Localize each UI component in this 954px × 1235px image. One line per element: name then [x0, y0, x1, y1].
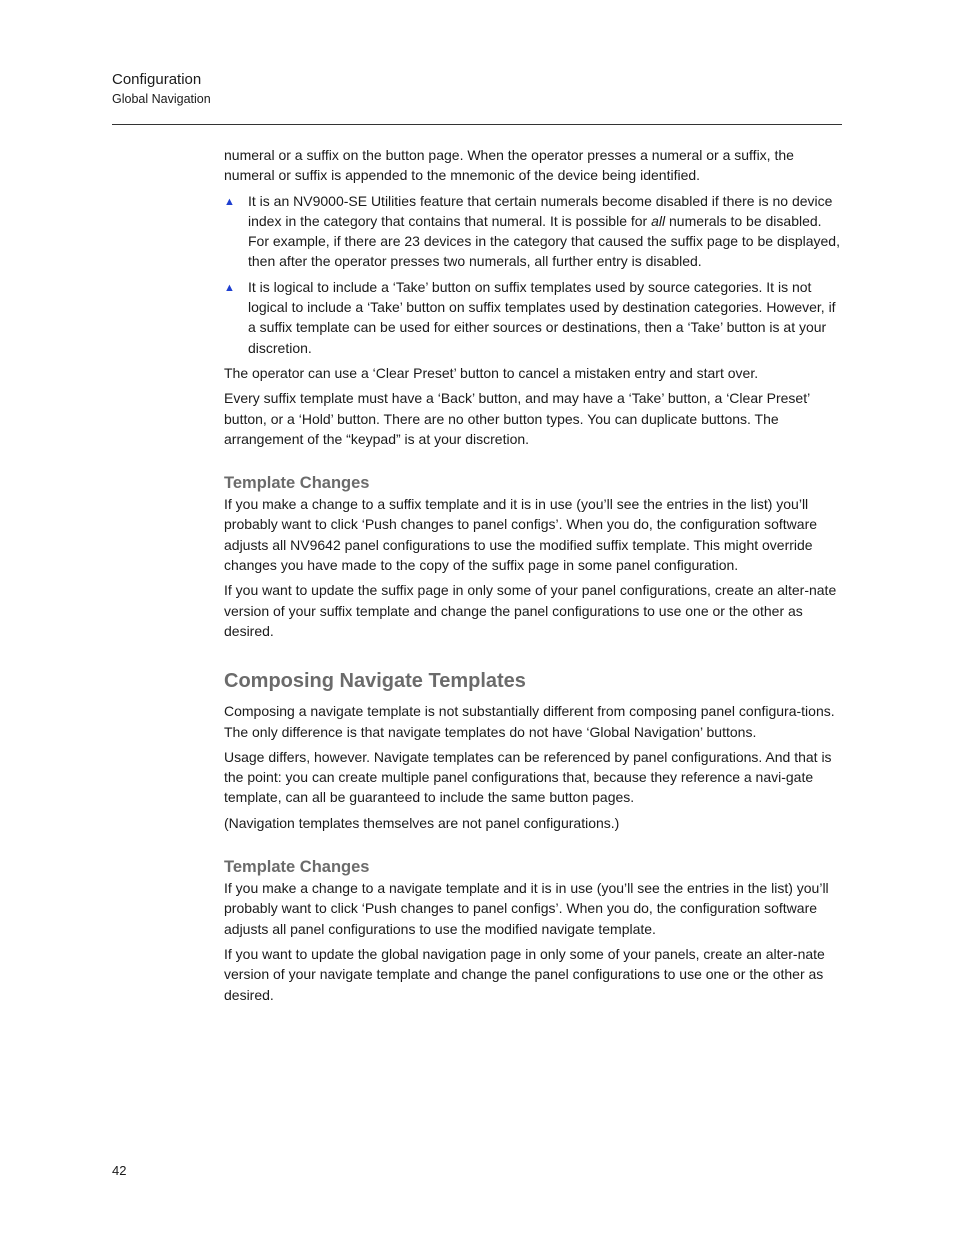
- bullet-item: [224, 191, 842, 272]
- main-content: [224, 145, 842, 1010]
- chapter-title: Configuration: [112, 71, 202, 88]
- paragraph: If you make a change to a suffix template and it is in use (you’ll see the entries in the list) you’ll probably want to click ‘Push changes to panel configs’. When you do, the configuration software adjusts all NV9642 panel configurations to use the modified suffix template. This might override changes you have made to the copy of the suffix page in some panel configuration.: [224, 496, 818, 574]
- bullet-text: It is logical to include a ‘Take’ button on suffix templates used by source categories. It is not logical to include a ‘Take’ button on suffix templates used by destination categories. However, if a suffix template can be used for either sources or destinations, then a ‘Take’ button is at your discretion.: [248, 278, 836, 356]
- triangle-bullet-icon: ▲: [224, 281, 235, 294]
- paragraph: If you want to update the global navigation page in only some of your panels, create an alter-nate version of your navigate template and change the panel configurations to use one or the other as desired.: [224, 945, 825, 1003]
- bullet-item: [224, 277, 842, 358]
- subsection-heading: Template Changes: [224, 858, 370, 877]
- paragraph: numeral or a suffix on the button page. When the operator presses a numeral or a suffix, the numeral or suffix is appended to the mnemonic of the device being identified.: [224, 147, 794, 184]
- paragraph: Every suffix template must have a ‘Back’ button, and may have a ‘Take’ button, a ‘Clear Preset’ button, or a ‘Hold’ button. There are no other button types. You can duplicate buttons. The arrangement of the “keypad” is at your discretion.: [224, 390, 810, 447]
- paragraph: The operator can use a ‘Clear Preset’ button to cancel a mistaken entry and start over.: [224, 364, 759, 381]
- paragraph: If you want to update the suffix page in only some of your panel configurations, create an alter-nate version of your suffix template and change the panel configurations to use one or the other as desired.: [224, 582, 837, 639]
- paragraph: (Navigation templates themselves are not panel configurations.): [224, 814, 620, 831]
- paragraph: Usage differs, however. Navigate templates can be referenced by panel configurations. And that is the point: you can create multiple panel configurations that, because they reference a navi-gate template, can all be guaranteed to include the same button pages.: [224, 748, 832, 806]
- section-title: Global Navigation: [112, 92, 211, 106]
- page-number: 42: [112, 1163, 127, 1178]
- bullet-text: It is an NV9000-SE Utilities feature that certain numerals become disabled if there is no device index in the category that contains that numeral. It is possible for all numerals to be disabled. For example, if there are 23 devices in the category that caused the suffix page to be displayed, then after the operator presses two numerals, all further entry is disabled.: [248, 192, 840, 270]
- paragraph: If you make a change to a navigate template and it is in use (you’ll see the entries in the list) you’ll probably want to click ‘Push changes to panel configs’. When you do, the configuration software adjusts all panel configurations to use the modified navigate template.: [224, 880, 829, 937]
- section-heading: Composing Navigate Templates: [224, 670, 526, 693]
- header-divider: [112, 124, 842, 125]
- page-header: [112, 70, 211, 108]
- emphasis: all: [651, 212, 666, 229]
- triangle-bullet-icon: ▲: [224, 195, 235, 208]
- subsection-heading: Template Changes: [224, 474, 370, 493]
- paragraph: Composing a navigate template is not substantially different from composing panel configura-tions. The only difference is that navigate templates do not have ‘Global Navigation’ buttons.: [224, 703, 835, 740]
